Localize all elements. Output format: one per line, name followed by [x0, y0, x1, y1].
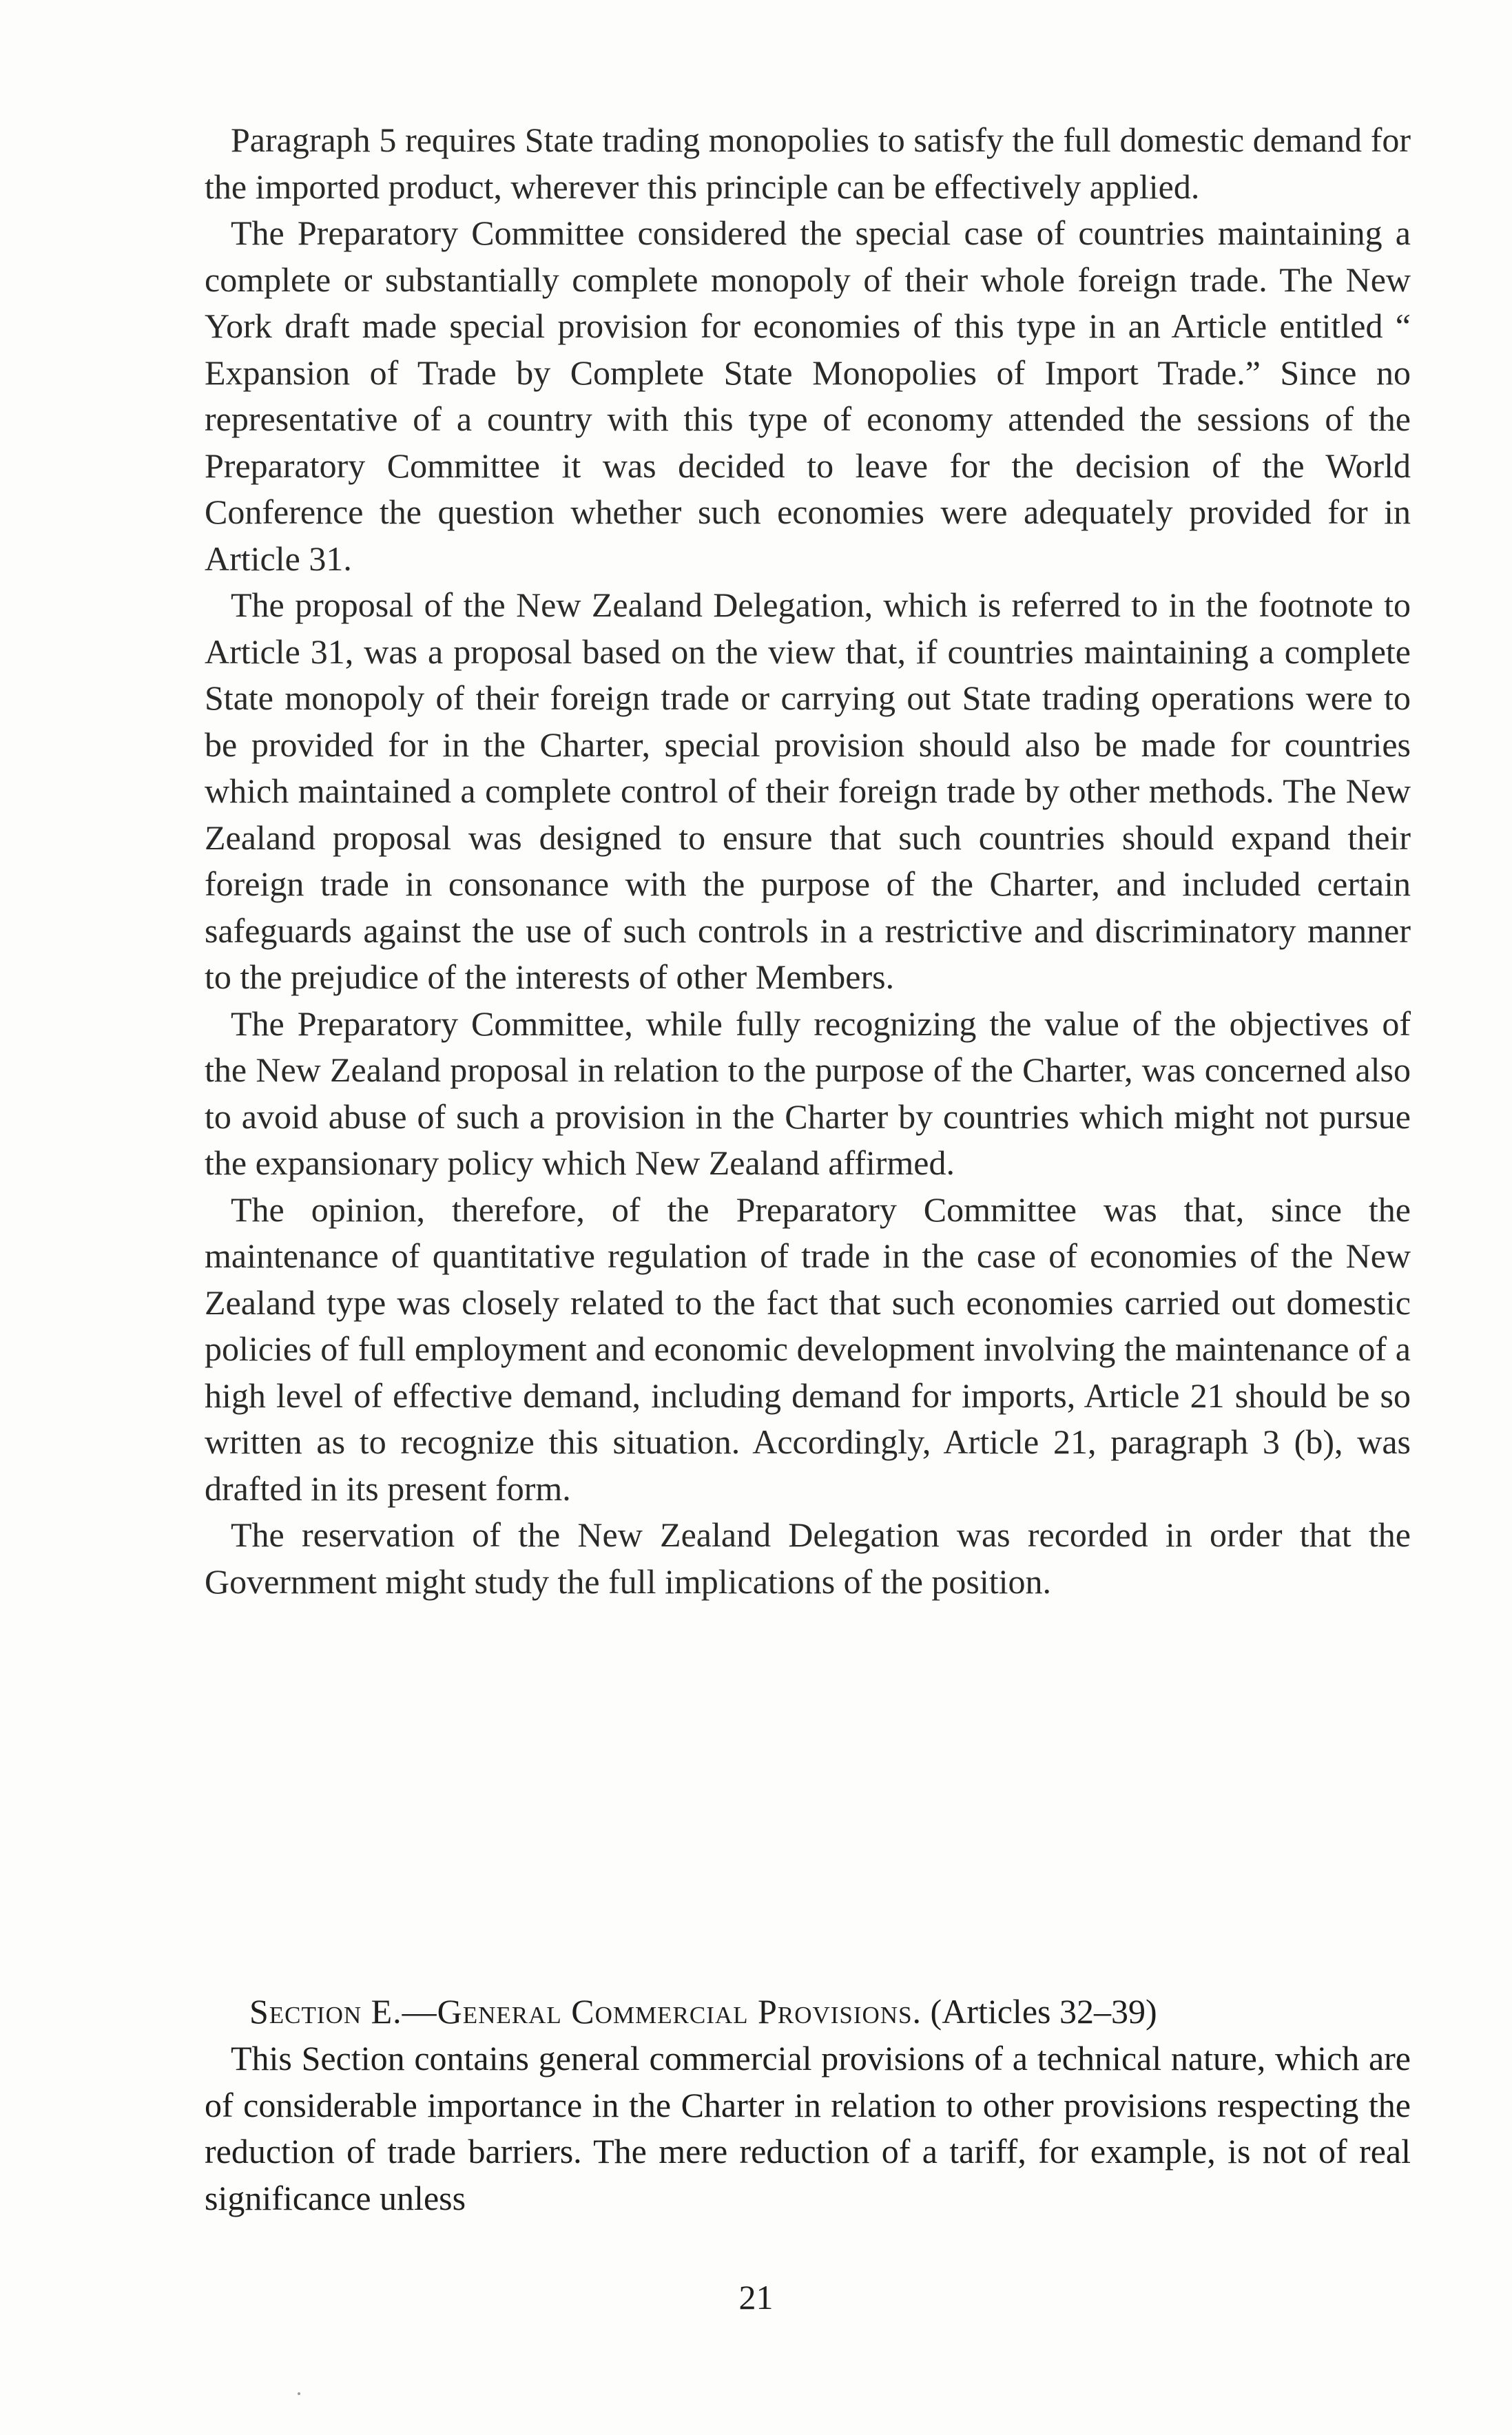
paragraph-committee-opinion: The opinion, therefore, of the Preparatory Committee was that, since the maintenance of quantitative regulation of trade in the case of economies of the New Zealand type was closely related to the fact that such economies carried out domestic policies of full employment and economic development involving the maintenance of a high level of effective demand, including demand for imports, Article 21 should be so written as to recognize this situation. Accordingly, Article 21, paragraph 3 (b), was drafted in its present form.	[205, 1190, 1411, 1508]
paragraph-section-e-intro: This Section contains general commercial provisions of a technical nature, which are of considerable importance in the Charter in relation to other provisions respecting the reduction of trade barriers. The mere reduction of a tariff, for example, is not of real significance unless	[205, 2039, 1411, 2217]
paragraph-complete-monopoly: The Preparatory Committee considered the special case of countries maintaining a complete or substantially complete monopoly of their whole foreign trade. The New York draft made special provision for economies of this type in an Article entitled “ Expansion of Trade by Complete State Monopolies of Import Trade.” Since no representative of a country with this type of economy attended the sessions of the Preparatory Committee it was decided to leave for the decision of the World Conference the question whether such economies were adequately provided for in Article 31.	[205, 214, 1411, 578]
body-text-lower	[205, 2035, 1411, 2221]
page-number: 21	[738, 2278, 774, 2317]
section-heading-articles: (Articles 32–39)	[930, 1992, 1157, 2031]
paragraph-reservation: The reservation of the New Zealand Delegation was recorded in order that the Government might study the full implications of the position.	[205, 1515, 1411, 1601]
body-text-upper	[205, 117, 1411, 1605]
scan-speck	[298, 2392, 300, 2395]
paragraph-state-trading-monopolies: Paragraph 5 requires State trading monopolies to satisfy the full domestic demand for the imported product, wherever this principle can be effectively applied.	[205, 121, 1411, 206]
paragraph-new-zealand-proposal: The proposal of the New Zealand Delegation, which is referred to in the footnote to Article 31, was a proposal based on the view that, if countries maintaining a complete State monopoly of their foreign trade or carrying out State trading operations were to be provided for in the Charter, special provision should also be made for countries which maintained a complete control of their foreign trade by other methods. The New Zealand proposal was designed to ensure that such countries should expand their foreign trade in consonance with the purpose of the Charter, and included certain safeguards against the use of such controls in a restrictive and discriminatory manner to the prejudice of the interests of other Members.	[205, 586, 1411, 996]
section-heading	[249, 1989, 1420, 2035]
paragraph-committee-concern: The Preparatory Committee, while fully recognizing the value of the objectives of the New Zealand proposal in relation to the purpose of the Charter, was concerned also to avoid abuse of such a provision in the Charter by countries which might not pursue the expansionary policy which New Zealand affirmed.	[205, 1004, 1411, 1182]
section-heading-title: Section E.—General Commercial Provisions.	[249, 1992, 922, 2031]
